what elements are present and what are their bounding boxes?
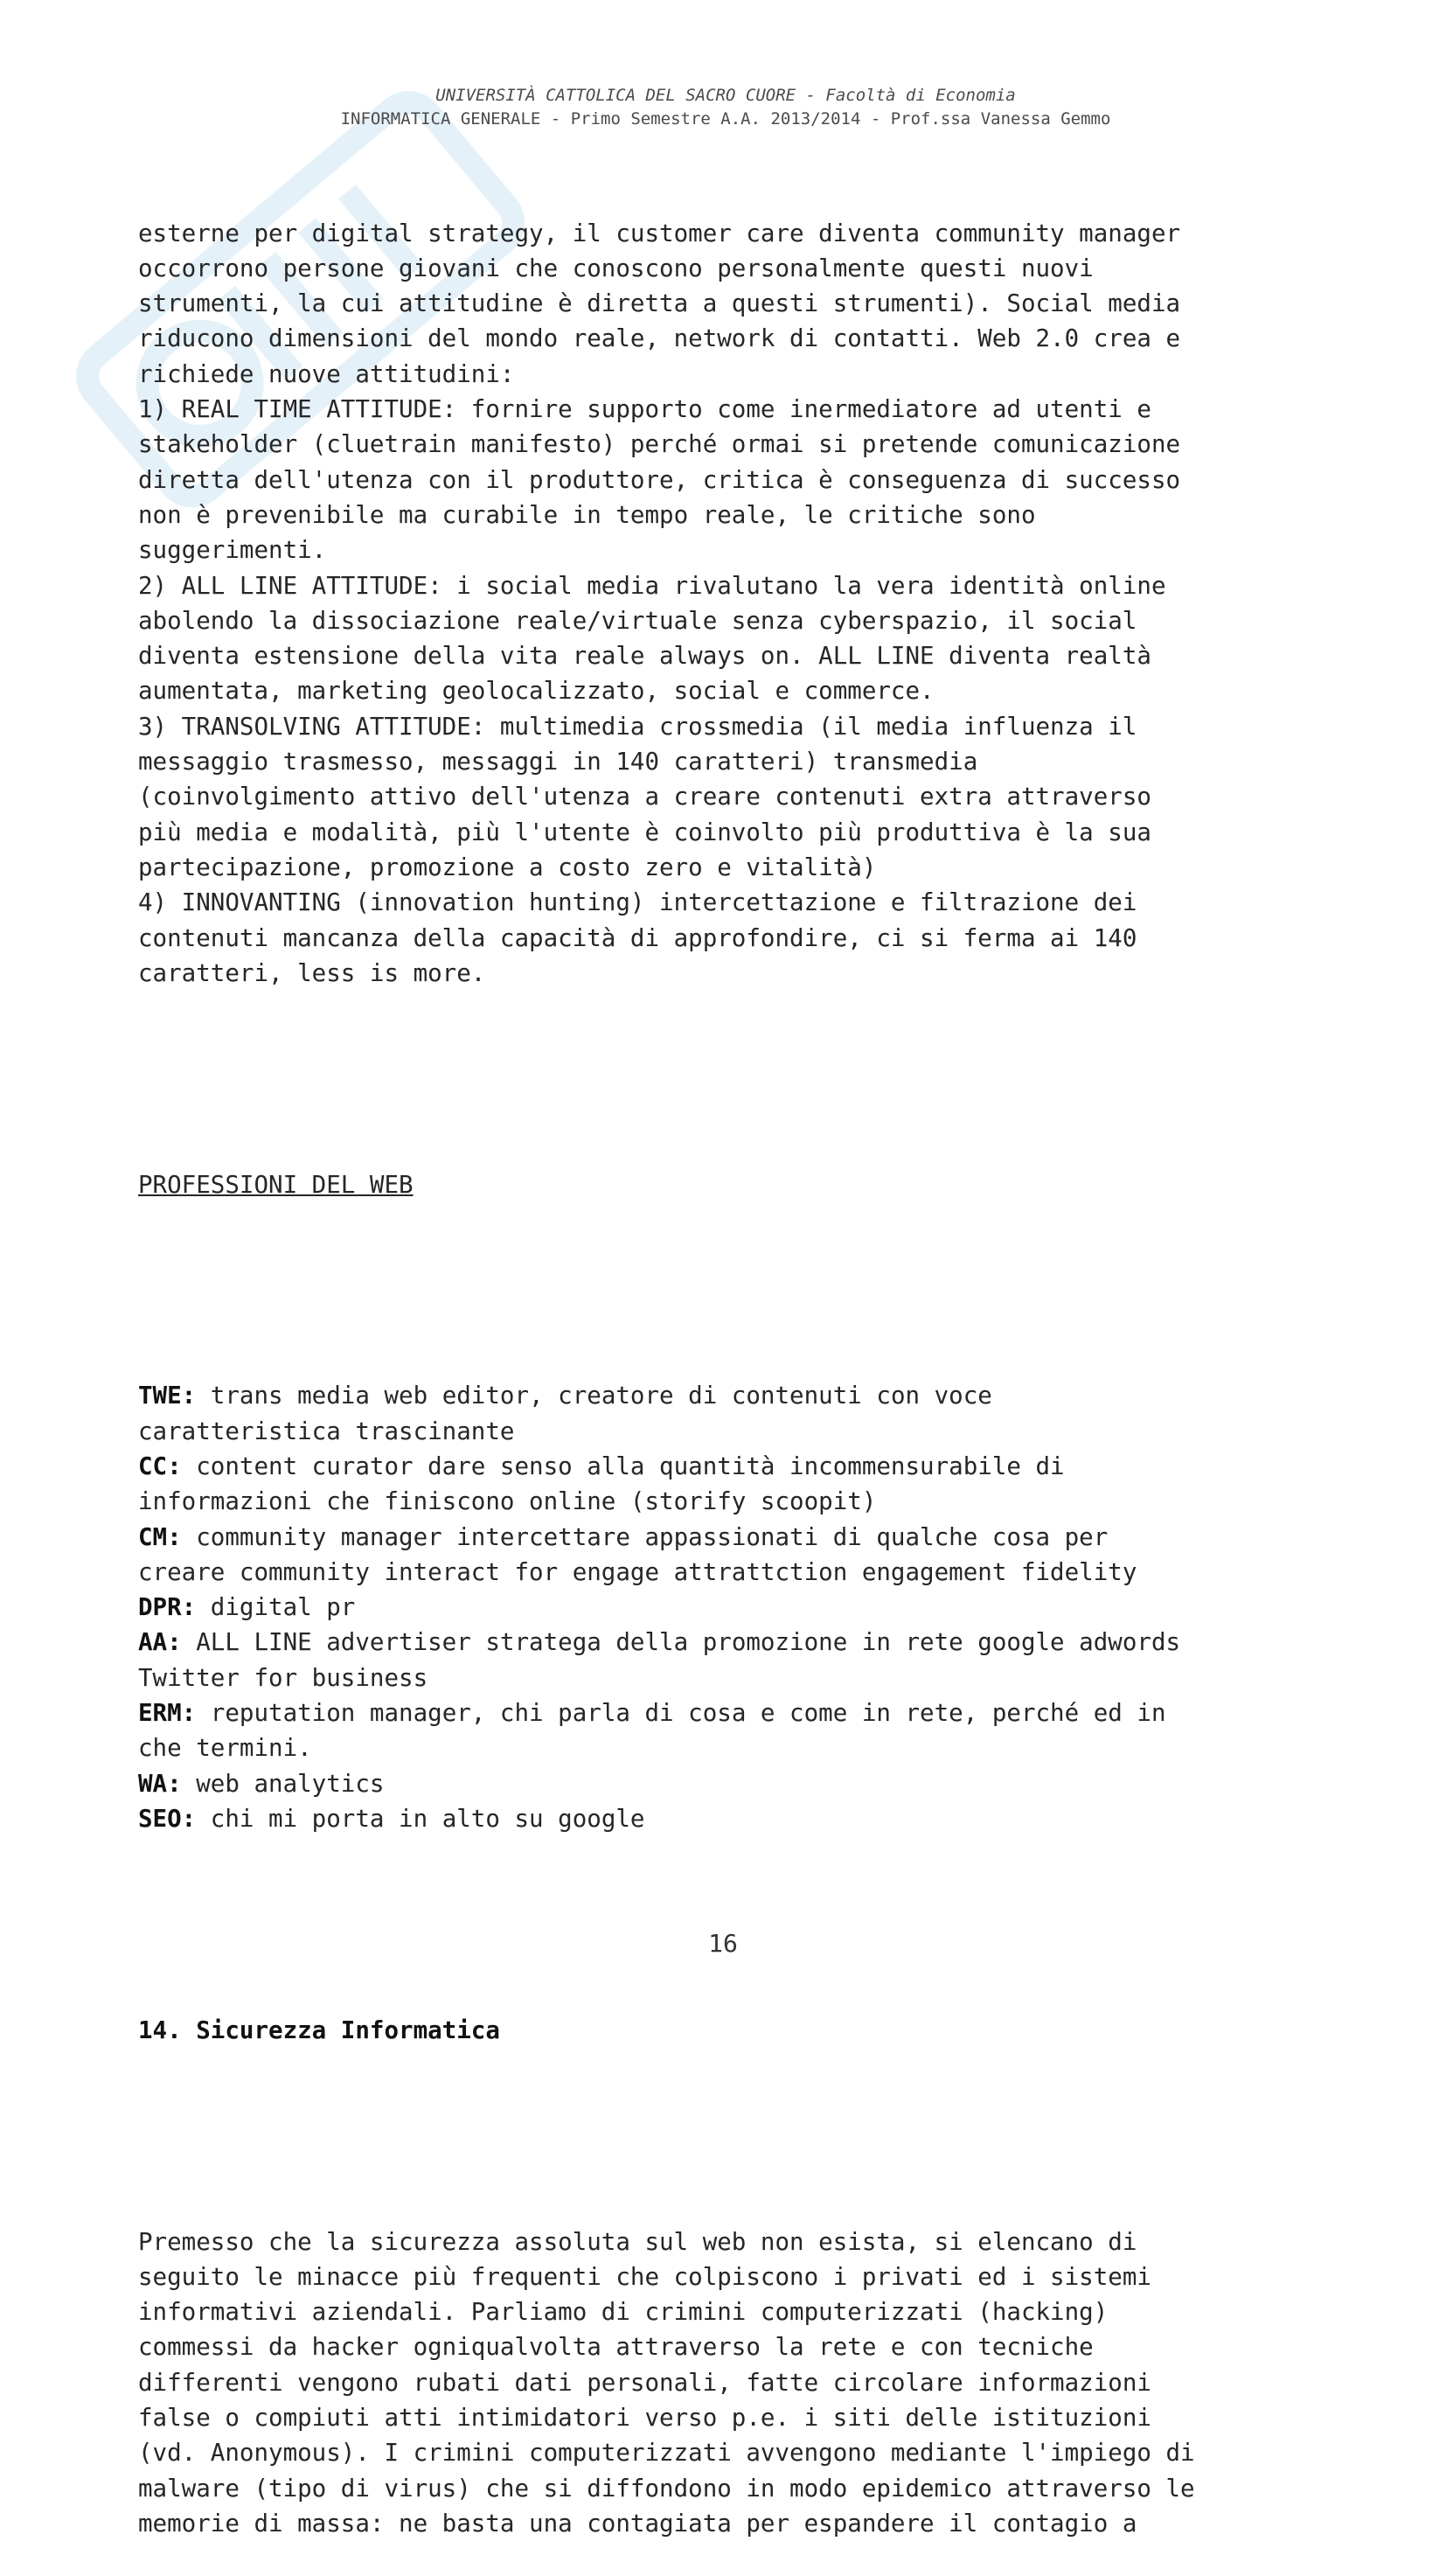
- paragraph-line: non è prevenibile ma curabile in tempo reale, le critiche sono: [138, 500, 1036, 529]
- profession-abbr: ERM:: [138, 1699, 197, 1728]
- profession-line: [138, 1730, 1336, 1765]
- profession-line: [138, 1414, 1336, 1449]
- profession-abbr: DPR:: [138, 1593, 197, 1622]
- paragraph-line: seguito le minacce più frequenti che colpiscono i privati ed i sistemi: [138, 2262, 1151, 2291]
- profession-text: ALL LINE advertiser stratega della promozione in rete google adwords: [181, 1628, 1181, 1657]
- paragraph-line: abolendo la dissociazione reale/virtuale senza cyberspazio, il social: [138, 606, 1137, 635]
- paragraph-security: [138, 2224, 1336, 2542]
- paragraph-line: informativi aziendali. Parliamo di crimini computerizzati (hacking): [138, 2298, 1109, 2327]
- paragraph-line: 1) REAL TIME ATTITUDE: fornire supporto come inermediatore ad utenti e: [138, 395, 1151, 424]
- profession-text: reputation manager, chi parla di cosa e come in rete, perché ed in: [196, 1699, 1166, 1728]
- header-university: UNIVERSITÀ CATTOLICA DEL SACRO CUORE - Facoltà di Economia: [435, 86, 1016, 105]
- professions-list: [138, 1378, 1336, 1836]
- paragraph-line: aumentata, marketing geolocalizzato, social e commerce.: [138, 677, 935, 706]
- paragraph-line: messaggio trasmesso, messaggi in 140 caratteri) transmedia: [138, 748, 978, 776]
- paragraph-line: diventa estensione della vita reale always on. ALL LINE diventa realtà: [138, 642, 1151, 671]
- paragraph-line: (vd. Anonymous). I crimini computerizzati avvengono mediante l'impiego di: [138, 2439, 1195, 2468]
- profession-line: [138, 1590, 1336, 1625]
- profession-text: Twitter for business: [138, 1663, 428, 1692]
- profession-text: trans media web editor, creatore di contenuti con voce: [196, 1382, 992, 1410]
- profession-abbr: CM:: [138, 1522, 182, 1551]
- document-header: [140, 84, 1311, 131]
- profession-line: [138, 1555, 1336, 1590]
- paragraph-line: malware (tipo di virus) che si diffondono in modo epidemico attraverso le: [138, 2474, 1195, 2503]
- paragraph-line: memorie di massa: ne basta una contagiata per espandere il contagio a: [138, 2509, 1137, 2538]
- page-body: [138, 145, 1336, 2576]
- profession-text: informazioni che finiscono online (storify scoopit): [138, 1487, 877, 1516]
- professions-heading: PROFESSIONI DEL WEB: [138, 1170, 414, 1199]
- profession-line: [138, 1660, 1336, 1695]
- profession-line: [138, 1766, 1336, 1801]
- section-title: 14. Sicurezza Informatica: [138, 2016, 500, 2044]
- page-number: 16: [708, 1929, 738, 1958]
- paragraph-line: 2) ALL LINE ATTITUDE: i social media rivalutano la vera identità online: [138, 571, 1166, 600]
- paragraph-line: false o compiuti atti intimidatori verso p.e. i siti delle istituzioni: [138, 2404, 1151, 2432]
- paragraph-line: contenuti mancanza della capacità di approfondire, ci si ferma ai 140: [138, 923, 1137, 952]
- paragraph-line: caratteri, less is more.: [138, 958, 486, 987]
- profession-abbr: CC:: [138, 1452, 182, 1480]
- paragraph-line: riducono dimensioni del mondo reale, network di contatti. Web 2.0 crea e: [138, 324, 1181, 353]
- profession-line: [138, 1449, 1336, 1484]
- profession-text: digital pr: [196, 1593, 356, 1622]
- paragraph-line: (coinvolgimento attivo dell'utenza a creare contenuti extra attraverso: [138, 783, 1151, 811]
- paragraph-line: esterne per digital strategy, il customer care diventa community manager: [138, 219, 1181, 247]
- paragraph-line: 3) TRANSOLVING ATTITUDE: multimedia crossmedia (il media influenza il: [138, 712, 1137, 741]
- paragraph-line: strumenti, la cui attitudine è diretta a questi strumenti). Social media: [138, 289, 1181, 318]
- paragraph-line: 4) INNOVANTING (innovation hunting) intercettazione e filtrazione dei: [138, 888, 1137, 917]
- paragraph-line: occorrono persone giovani che conoscono personalmente questi nuovi: [138, 254, 1094, 282]
- profession-abbr: TWE:: [138, 1382, 197, 1410]
- profession-text: che termini.: [138, 1734, 312, 1763]
- paragraph-line: Premesso che la sicurezza assoluta sul web non esista, si elencano di: [138, 2227, 1137, 2256]
- paragraph-line: diretta dell'utenza con il produttore, critica è conseguenza di successo: [138, 465, 1181, 494]
- header-course: INFORMATICA GENERALE - Primo Semestre A.A. 2013/2014 - Prof.ssa Vanessa Gemmo: [340, 109, 1111, 129]
- profession-text: web analytics: [181, 1769, 385, 1798]
- profession-line: [138, 1695, 1336, 1730]
- profession-text: content curator dare senso alla quantità incommensurabile di: [181, 1452, 1065, 1480]
- paragraph-intro: [138, 216, 1336, 992]
- paragraph-line: più media e modalità, più l'utente è coinvolto più produttiva è la sua: [138, 818, 1151, 846]
- profession-abbr: AA:: [138, 1628, 182, 1657]
- paragraph-line: richiede nuove attitudini:: [138, 359, 515, 388]
- profession-line: [138, 1378, 1336, 1413]
- paragraph-line: commessi da hacker ogniqualvolta attraverso la rete e con tecniche: [138, 2333, 1094, 2362]
- paragraph-line: partecipazione, promozione a costo zero e vitalità): [138, 853, 877, 881]
- profession-text: community manager intercettare appassionati di qualche cosa per: [181, 1522, 1109, 1551]
- paragraph-line: differenti vengono rubati dati personali, fatte circolare informazioni: [138, 2368, 1151, 2397]
- profession-line: [138, 1801, 1336, 1836]
- profession-text: chi mi porta in alto su google: [196, 1804, 645, 1833]
- profession-text: creare community interact for engage attrattction engagement fidelity: [138, 1557, 1137, 1586]
- paragraph-line: suggerimenti.: [138, 536, 327, 565]
- profession-abbr: WA:: [138, 1769, 182, 1798]
- profession-line: [138, 1625, 1336, 1660]
- paragraph-line: stakeholder (cluetrain manifesto) perché ormai si pretende comunicazione: [138, 430, 1181, 459]
- profession-line: [138, 1484, 1336, 1519]
- profession-abbr: SEO:: [138, 1804, 197, 1833]
- profession-line: [138, 1520, 1336, 1555]
- profession-text: caratteristica trascinante: [138, 1417, 515, 1445]
